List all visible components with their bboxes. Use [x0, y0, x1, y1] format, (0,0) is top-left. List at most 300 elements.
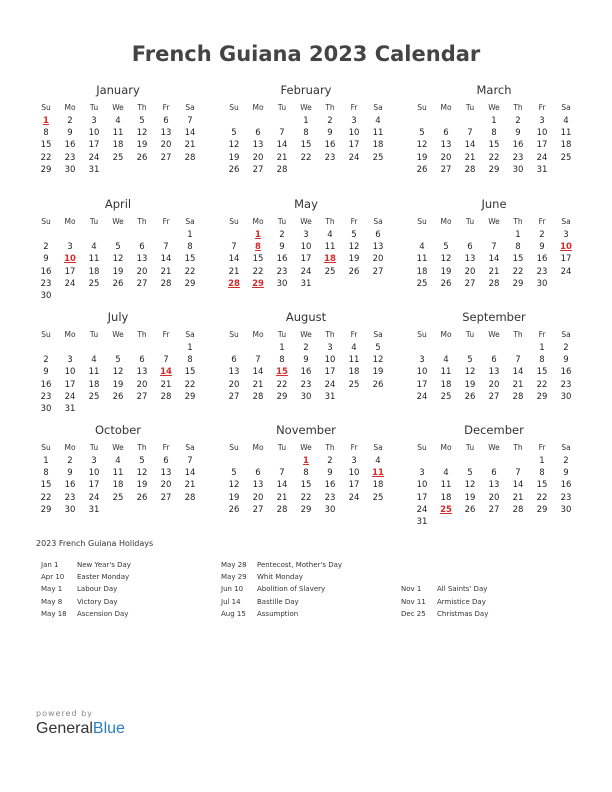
day-cell	[366, 164, 390, 176]
week-row	[410, 455, 578, 467]
day-cell	[434, 115, 458, 127]
weekday-header	[222, 215, 390, 229]
weekday-label: Th	[513, 330, 523, 339]
day-cell	[178, 164, 202, 176]
day-cell: 12	[136, 128, 148, 139]
day-cell: 12	[228, 140, 240, 151]
day-cell: 29	[40, 504, 52, 515]
day-cell: 14	[276, 140, 288, 151]
day-cell	[458, 455, 482, 467]
day-cell: 21	[184, 140, 196, 151]
week-row	[410, 467, 578, 479]
day-cell: 7	[163, 355, 169, 366]
weekday-header	[34, 441, 202, 455]
day-cell: 23	[64, 492, 76, 503]
day-cell: 18	[372, 140, 384, 151]
week-row	[34, 278, 202, 290]
day-cell: 4	[91, 355, 97, 366]
day-cell: 6	[163, 116, 169, 126]
day-cell: 8	[43, 128, 49, 139]
day-cell: 18	[112, 480, 124, 491]
weekday-label: Fr	[350, 443, 358, 452]
week-row	[34, 354, 202, 366]
day-cell: 27	[228, 391, 240, 402]
month-name: November	[276, 423, 336, 437]
day-cell: 28	[512, 504, 524, 515]
weekday-label: Su	[229, 330, 239, 339]
day-cell: 3	[67, 242, 73, 253]
week-row	[222, 253, 390, 265]
day-cell: 15	[300, 140, 312, 151]
day-cell: 9	[43, 367, 49, 378]
day-cell: 28	[276, 504, 288, 515]
day-cell: 14	[488, 254, 500, 265]
day-cell: 14	[228, 254, 240, 265]
weekday-label: Tu	[89, 103, 99, 112]
weekday-label: Mo	[252, 103, 264, 112]
week-row	[410, 127, 578, 139]
day-cell	[222, 455, 246, 467]
day-cell: 31	[416, 516, 428, 527]
day-cell	[246, 342, 270, 354]
holiday-name: Assumption	[257, 609, 299, 618]
day-cell: 13	[464, 254, 476, 265]
weekday-header	[410, 328, 578, 342]
holiday-day-cell: 29	[252, 278, 264, 289]
day-cell: 24	[416, 391, 428, 402]
day-cell	[154, 342, 178, 354]
day-cell	[482, 455, 506, 467]
weekday-label: Sa	[373, 217, 383, 226]
week-row	[222, 266, 390, 278]
day-cell	[34, 342, 58, 354]
weekday-label: Fr	[350, 330, 358, 339]
day-cell: 12	[372, 355, 384, 366]
day-cell: 7	[279, 468, 285, 479]
brand-logo	[36, 720, 125, 738]
day-cell: 6	[139, 355, 145, 366]
day-cell: 30	[300, 391, 312, 402]
holiday-item	[41, 559, 131, 571]
day-cell: 16	[560, 367, 572, 378]
day-cell	[154, 403, 178, 415]
weekday-label: Mo	[252, 330, 264, 339]
day-cell: 11	[348, 355, 360, 366]
day-cell: 2	[327, 456, 333, 466]
day-cell: 30	[64, 164, 76, 175]
day-cell: 21	[464, 152, 476, 163]
day-cell: 8	[515, 242, 521, 253]
day-cell: 2	[515, 116, 521, 126]
holiday-item	[401, 596, 488, 608]
day-cell	[410, 455, 434, 467]
day-cell: 14	[252, 367, 264, 378]
holiday-name: Easter Monday	[77, 573, 130, 582]
day-cell: 11	[88, 254, 100, 265]
day-cell	[366, 278, 390, 290]
day-cell	[410, 229, 434, 241]
weekday-label: Fr	[538, 217, 546, 226]
day-cell: 15	[512, 254, 524, 265]
day-cell: 16	[536, 254, 548, 265]
day-cell: 26	[348, 266, 360, 277]
brand-general: General	[36, 720, 93, 737]
day-cell: 23	[324, 492, 336, 503]
day-cell: 18	[112, 140, 124, 151]
day-cell: 9	[563, 468, 569, 479]
weekday-label: Su	[229, 443, 239, 452]
holiday-name: Bastille Day	[257, 597, 299, 606]
week-row	[410, 366, 578, 378]
day-cell	[82, 290, 106, 302]
day-cell: 23	[324, 152, 336, 163]
day-cell	[506, 455, 530, 467]
day-cell: 6	[255, 468, 261, 479]
day-cell	[410, 115, 434, 127]
day-cell	[434, 455, 458, 467]
week-row	[34, 467, 202, 479]
day-cell: 24	[348, 492, 360, 503]
holiday-day-cell: 10	[560, 242, 572, 253]
weekday-label: We	[300, 443, 312, 452]
holiday-date: Dec 25	[401, 609, 426, 618]
week-row	[222, 455, 390, 467]
weekday-label: Mo	[440, 443, 452, 452]
weekday-label: Su	[417, 103, 427, 112]
day-cell: 3	[91, 456, 97, 466]
day-cell: 24	[560, 266, 572, 277]
day-cell: 17	[88, 480, 100, 491]
day-cell: 29	[512, 278, 524, 289]
month-august	[222, 309, 390, 403]
holiday-date: May 28	[221, 561, 247, 569]
month-september	[410, 309, 578, 403]
day-cell: 15	[536, 480, 548, 491]
day-cell: 19	[440, 266, 452, 277]
day-cell: 28	[184, 492, 196, 503]
holiday-item	[221, 583, 342, 595]
weekday-label: Tu	[277, 330, 287, 339]
day-cell: 1	[187, 230, 193, 240]
weekday-header	[34, 215, 202, 229]
day-cell: 29	[300, 504, 312, 515]
weekday-label: Mo	[440, 330, 452, 339]
day-cell: 26	[112, 278, 124, 289]
day-cell	[106, 403, 130, 415]
day-cell: 6	[443, 128, 449, 139]
day-cell: 2	[327, 116, 333, 126]
weekday-label: Th	[325, 443, 335, 452]
day-cell	[270, 455, 294, 467]
weekday-label: Su	[41, 330, 51, 339]
month-name: July	[107, 310, 129, 324]
day-cell: 5	[419, 128, 425, 139]
day-cell: 27	[488, 391, 500, 402]
day-cell: 3	[67, 355, 73, 366]
day-cell: 5	[139, 456, 145, 466]
holiday-date: May 29	[221, 573, 247, 582]
day-cell: 5	[375, 343, 381, 353]
day-cell: 22	[184, 379, 196, 390]
day-cell: 12	[440, 254, 452, 265]
day-cell: 20	[252, 492, 264, 503]
day-cell: 28	[276, 164, 288, 175]
day-cell: 1	[279, 343, 285, 353]
day-cell: 26	[112, 391, 124, 402]
day-cell: 26	[372, 379, 384, 390]
day-cell: 1	[539, 456, 545, 466]
day-cell: 5	[467, 355, 473, 366]
day-cell: 15	[40, 140, 52, 151]
day-cell: 19	[416, 152, 428, 163]
holiday-date: Jul 14	[221, 597, 241, 606]
week-row	[222, 152, 390, 164]
day-cell: 4	[327, 230, 333, 240]
day-cell: 12	[416, 140, 428, 151]
day-cell: 18	[348, 367, 360, 378]
day-cell: 5	[115, 355, 121, 366]
day-cell: 16	[560, 480, 572, 491]
week-row	[410, 278, 578, 290]
day-cell: 26	[136, 492, 148, 503]
week-row	[34, 266, 202, 278]
month-january	[34, 82, 202, 176]
holiday-name: Victory Day	[77, 597, 118, 606]
day-cell: 20	[252, 152, 264, 163]
week-row	[410, 152, 578, 164]
day-cell: 7	[255, 355, 261, 366]
day-cell: 29	[40, 164, 52, 175]
day-cell: 17	[88, 140, 100, 151]
day-cell	[58, 229, 82, 241]
day-cell: 23	[536, 266, 548, 277]
week-row	[410, 241, 578, 253]
day-cell	[482, 516, 506, 528]
month-october	[34, 422, 202, 516]
day-cell: 13	[160, 128, 172, 139]
weekday-label: Tu	[277, 217, 287, 226]
day-cell: 14	[276, 480, 288, 491]
weekday-label: Su	[417, 443, 427, 452]
weekday-label: Sa	[185, 330, 195, 339]
day-cell: 22	[512, 266, 524, 277]
day-cell: 29	[184, 278, 196, 289]
weekday-label: Tu	[277, 103, 287, 112]
day-cell: 4	[115, 456, 121, 466]
day-cell	[130, 229, 154, 241]
weekday-label: Sa	[373, 103, 383, 112]
day-cell: 11	[560, 128, 572, 139]
day-cell: 12	[112, 367, 124, 378]
day-cell: 11	[112, 128, 124, 139]
day-cell: 26	[228, 164, 240, 175]
day-cell	[130, 342, 154, 354]
day-cell: 11	[440, 480, 452, 491]
day-cell	[366, 391, 390, 403]
day-cell: 20	[228, 379, 240, 390]
week-row	[410, 391, 578, 403]
day-cell: 31	[88, 504, 100, 515]
day-cell: 19	[112, 266, 124, 277]
day-cell: 15	[40, 480, 52, 491]
day-cell: 9	[539, 242, 545, 253]
day-cell	[154, 229, 178, 241]
weekday-label: We	[488, 103, 500, 112]
weekday-header	[410, 441, 578, 455]
week-row	[34, 455, 202, 467]
month-name: August	[285, 310, 327, 324]
day-cell: 22	[184, 266, 196, 277]
week-row	[34, 127, 202, 139]
day-cell: 9	[279, 242, 285, 253]
holiday-day-cell: 1	[255, 230, 261, 240]
day-cell: 25	[348, 379, 360, 390]
day-cell	[342, 278, 366, 290]
day-cell: 14	[512, 480, 524, 491]
month-name: October	[94, 423, 142, 437]
day-cell: 10	[88, 468, 100, 479]
day-cell: 21	[160, 379, 172, 390]
week-row	[34, 391, 202, 403]
weekday-label: Sa	[561, 443, 571, 452]
day-cell	[82, 229, 106, 241]
day-cell	[554, 164, 578, 176]
day-cell	[154, 164, 178, 176]
weekday-label: We	[300, 330, 312, 339]
day-cell: 4	[351, 343, 357, 353]
day-cell: 30	[536, 278, 548, 289]
weekday-label: Su	[229, 103, 239, 112]
day-cell: 17	[64, 266, 76, 277]
day-cell: 25	[440, 391, 452, 402]
day-cell: 3	[563, 230, 569, 240]
month-june	[410, 196, 578, 290]
day-cell: 22	[536, 379, 548, 390]
week-row	[34, 229, 202, 241]
day-cell: 27	[160, 492, 172, 503]
weekday-label: We	[300, 217, 312, 226]
day-cell: 31	[64, 403, 76, 414]
day-cell: 2	[563, 456, 569, 466]
month-name: September	[462, 310, 526, 324]
day-cell: 17	[324, 367, 336, 378]
weekday-label: Fr	[162, 217, 170, 226]
holiday-column	[221, 559, 342, 620]
day-cell	[270, 115, 294, 127]
weekday-label: Su	[41, 443, 51, 452]
week-row	[34, 379, 202, 391]
month-july	[34, 309, 202, 415]
week-row	[410, 253, 578, 265]
day-cell: 21	[512, 492, 524, 503]
holiday-date: Nov 1	[401, 585, 422, 594]
day-cell: 15	[488, 140, 500, 151]
page-title: French Guiana 2023 Calendar	[131, 42, 481, 66]
day-cell: 7	[231, 242, 237, 253]
day-cell: 28	[488, 278, 500, 289]
day-cell: 21	[160, 266, 172, 277]
day-cell: 2	[303, 343, 309, 353]
day-cell	[482, 229, 506, 241]
day-cell: 18	[440, 379, 452, 390]
holiday-date: Jun 10	[221, 585, 244, 594]
day-cell: 21	[512, 379, 524, 390]
weekday-label: We	[488, 330, 500, 339]
weekday-label: Mo	[64, 330, 76, 339]
holiday-date: Jan 1	[41, 561, 59, 569]
day-cell: 1	[539, 343, 545, 353]
day-cell: 16	[324, 480, 336, 491]
day-cell: 13	[136, 367, 148, 378]
holiday-date: Apr 10	[41, 573, 65, 582]
month-march	[410, 82, 578, 176]
weekday-label: Sa	[373, 330, 383, 339]
month-february	[222, 82, 390, 176]
day-cell	[154, 504, 178, 516]
day-cell: 5	[467, 468, 473, 479]
day-cell: 30	[40, 403, 52, 414]
day-cell	[178, 504, 202, 516]
weekday-label: Su	[417, 330, 427, 339]
holiday-day-cell: 25	[440, 504, 452, 515]
day-cell: 27	[488, 504, 500, 515]
weekday-label: Sa	[185, 103, 195, 112]
day-cell: 19	[228, 492, 240, 503]
weekday-label: Th	[325, 217, 335, 226]
day-cell: 1	[515, 230, 521, 240]
day-cell: 16	[512, 140, 524, 151]
weekday-label: Sa	[561, 330, 571, 339]
month-name: December	[464, 423, 524, 437]
day-cell: 25	[112, 152, 124, 163]
day-cell: 7	[187, 116, 193, 126]
month-april	[34, 196, 202, 302]
day-cell	[222, 115, 246, 127]
day-cell: 25	[324, 266, 336, 277]
day-cell	[106, 342, 130, 354]
day-cell: 10	[416, 480, 428, 491]
day-cell: 2	[67, 456, 73, 466]
day-cell: 7	[187, 456, 193, 466]
day-cell: 24	[64, 278, 76, 289]
holiday-date: Aug 15	[221, 609, 246, 618]
day-cell: 14	[512, 367, 524, 378]
day-cell: 7	[467, 128, 473, 139]
holiday-date	[401, 571, 437, 583]
week-row	[222, 229, 390, 241]
day-cell: 20	[488, 379, 500, 390]
day-cell: 4	[91, 242, 97, 253]
day-cell	[246, 115, 270, 127]
weekday-label: Tu	[277, 443, 287, 452]
day-cell: 23	[64, 152, 76, 163]
holiday-item	[221, 596, 342, 608]
weekday-label: Sa	[185, 217, 195, 226]
day-cell: 7	[491, 242, 497, 253]
day-cell	[130, 290, 154, 302]
day-cell: 19	[348, 254, 360, 265]
day-cell	[294, 164, 318, 176]
weekday-label: Mo	[252, 443, 264, 452]
weekday-label: Fr	[538, 443, 546, 452]
day-cell: 10	[416, 367, 428, 378]
day-cell	[58, 290, 82, 302]
day-cell: 27	[160, 152, 172, 163]
day-cell: 8	[43, 468, 49, 479]
month-may	[222, 196, 390, 290]
day-cell: 3	[303, 230, 309, 240]
day-cell: 22	[536, 492, 548, 503]
